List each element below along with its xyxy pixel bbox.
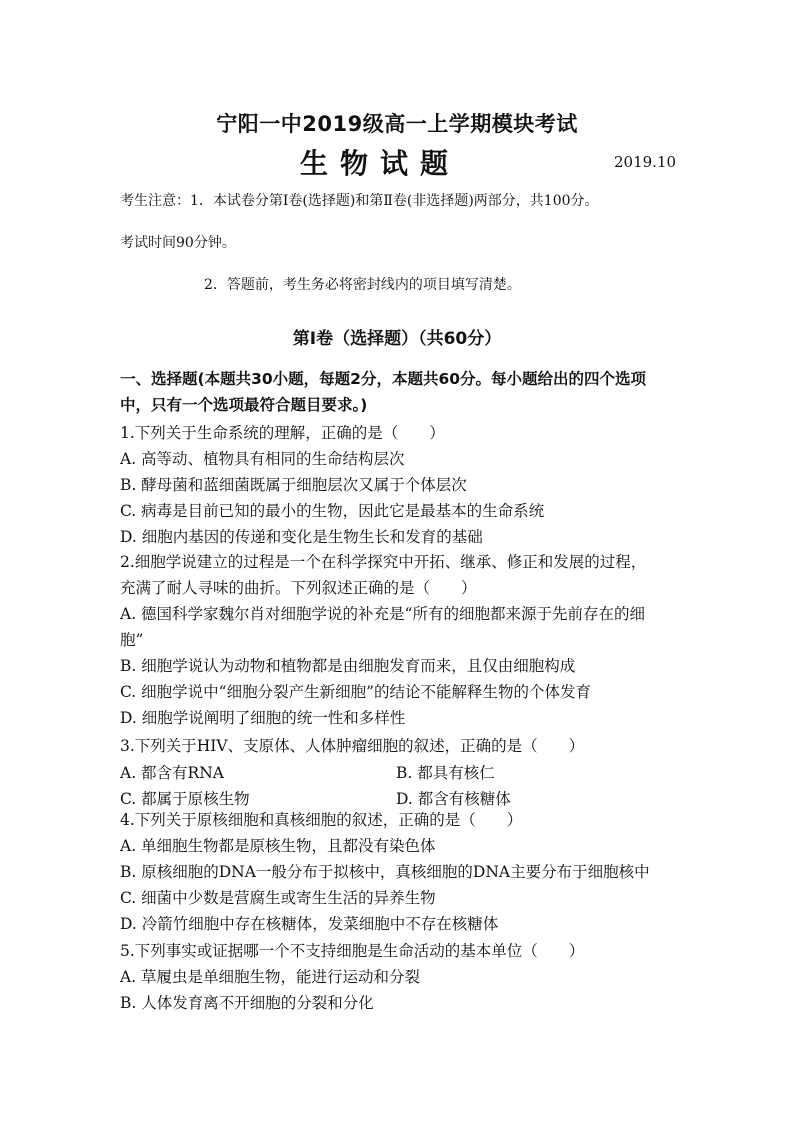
notice-line-1-continued: 考试时间90分钟。 [120,235,236,251]
question-3-option-b: B. 都具有核仁 [396,764,495,782]
question-4-option-a: A. 单细胞生物都是原核生物，且都没有染色体 [120,837,436,855]
exam-title: 宁阳一中2019级高一上学期模块考试 [216,112,578,136]
section-title: 第Ⅰ卷（选择题）（共60分） [292,329,502,349]
question-1-stem: 1.下列关于生命系统的理解，正确的是（ ） [120,424,445,442]
question-2-option-b: B. 细胞学说认为动物和植物都是由细胞发育而来，且仅由细胞构成 [120,657,576,675]
question-1-option-d: D. 细胞内基因的传递和变化是生物生长和发育的基础 [120,528,483,546]
question-2-option-a: A. 德国科学家魏尔肖对细胞学说的补充是“所有的细胞都来源于先前存在的细 [120,605,645,623]
question-3-stem: 3.下列关于HIV、支原体、人体肿瘤细胞的叙述，正确的是（ ） [120,737,585,755]
exam-date: 2019.10 [614,153,677,171]
question-1-option-a: A. 高等动、植物具有相同的生命结构层次 [120,450,405,468]
question-4-option-d: D. 冷箭竹细胞中存在核糖体，发菜细胞中不存在核糖体 [120,915,499,933]
question-5-option-b: B. 人体发育离不开细胞的分裂和分化 [120,994,374,1012]
question-2-stem-line-2: 充满了耐人寻味的曲折。下列叙述正确的是（ ） [120,579,477,597]
question-3-options-row-1 [120,761,680,783]
question-2-option-d: D. 细胞学说阐明了细胞的统一性和多样性 [120,709,406,727]
question-3-option-d: D. 都含有核糖体 [396,790,511,808]
subject-title: 生物试题 [300,147,461,180]
part-instructions-line-1: 一、选择题(本题共30小题，每题2分，本题共60分。每小题给出的四个选项 [120,370,647,388]
part-instructions [120,366,690,418]
question-2-option-a-continued: 胞” [120,631,144,649]
question-4-option-b: B. 原核细胞的DNA一般分布于拟核中，真核细胞的DNA主要分布于细胞核中 [120,863,650,881]
question-3-options-row-2 [120,787,680,809]
part-instructions-line-2: 中，只有一个选项最符合题目要求。) [120,396,368,414]
question-4-option-c: C. 细菌中少数是营腐生或寄生生活的异养生物 [120,889,436,907]
question-5-stem: 5.下列事实或证据哪一个不支持细胞是生命活动的基本单位（ ） [120,942,585,960]
notice-line-2: 2．答题前，考生务必将密封线内的项目填写清楚。 [204,277,521,293]
question-5-option-a: A. 草履虫是单细胞生物，能进行运动和分裂 [120,968,421,986]
notice-line-1: 考生注意：1．本试卷分第Ⅰ卷(选择题)和第Ⅱ卷(非选择题)两部分，共100分。 [120,193,599,209]
question-2-option-c: C. 细胞学说中“细胞分裂产生新细胞”的结论不能解释生物的个体发育 [120,683,592,701]
question-3-option-a: A. 都含有RNA [120,764,224,782]
question-1-option-c: C. 病毒是目前已知的最小的生物，因此它是最基本的生命系统 [120,502,545,520]
question-1-option-b: B. 酵母菌和蓝细菌既属于细胞层次又属于个体层次 [120,476,467,494]
question-3-option-c: C. 都属于原核生物 [120,790,250,808]
question-4-stem: 4.下列关于原核细胞和真核细胞的叙述，正确的是（ ） [120,811,523,829]
question-2-stem-line-1: 2.细胞学说建立的过程是一个在科学探究中开拓、继承、修正和发展的过程， [120,553,647,571]
